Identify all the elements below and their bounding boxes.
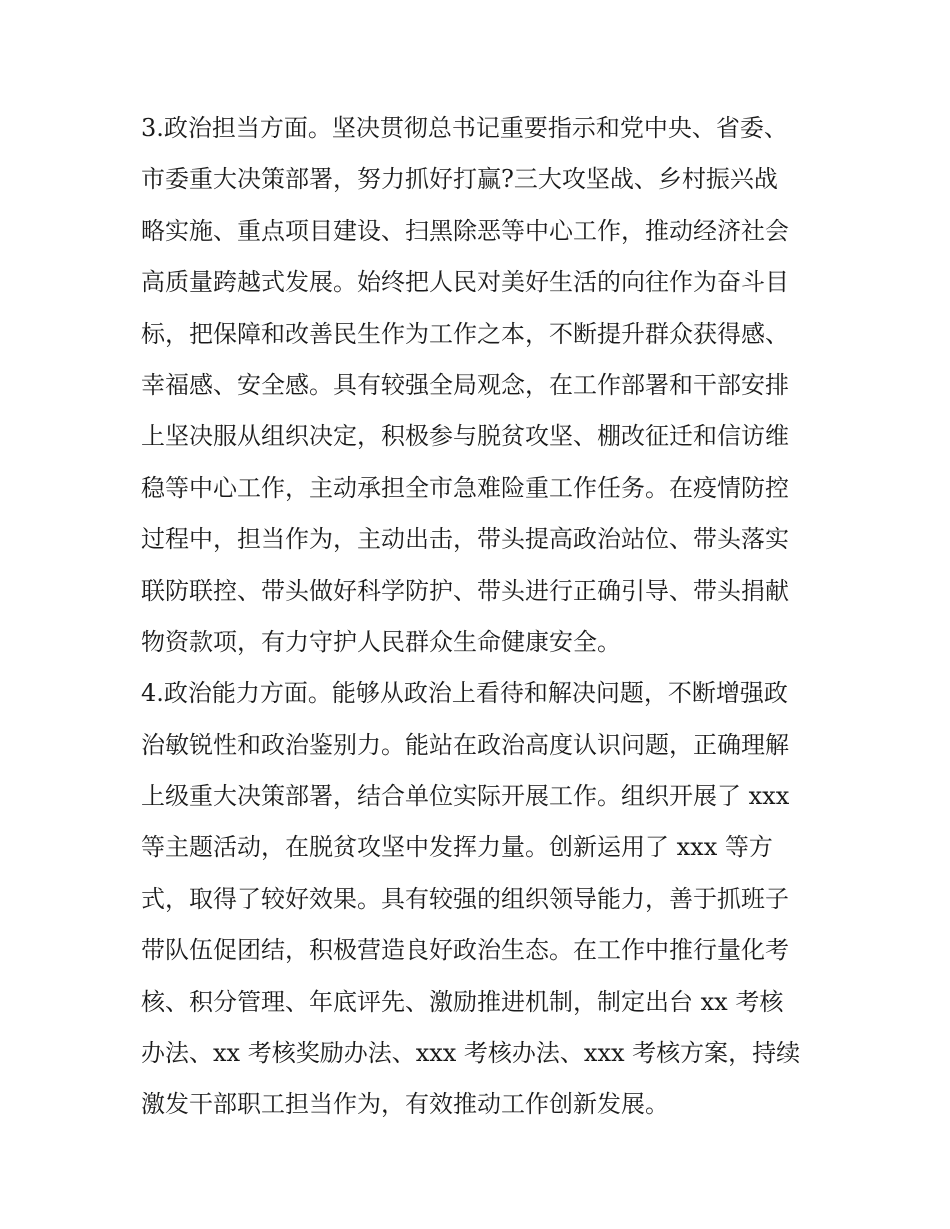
text-line: 稳等中心工作，主动承担全市急难险重工作任务。在疫情防控	[141, 473, 789, 502]
text-line: 上级重大决策部署，结合单位实际开展工作。组织开展了 xxx	[141, 782, 790, 811]
text-line: 等主题活动，在脱贫攻坚中发挥力量。创新运用了 xxx 等方	[141, 833, 773, 862]
text-line: 3.政治担当方面。坚决贯彻总书记重要指示和党中央、省委、	[141, 114, 788, 142]
text-line: 上坚决服从组织决定，积极参与脱贫攻坚、棚改征迁和信访维	[141, 422, 789, 451]
text-line: 式，取得了较好效果。具有较强的组织领导能力，善于抓班子	[141, 884, 789, 913]
text-line: 市委重大决策部署，努力抓好打赢?三大攻坚战、乡村振兴战	[141, 165, 778, 194]
paragraph-political-ability	[141, 668, 821, 1131]
paragraph-political-responsibility	[141, 103, 821, 668]
text-line: 略实施、重点项目建设、扫黑除恶等中心工作，推动经济社会	[141, 216, 789, 245]
text-line: 幸福感、安全感。具有较强全局观念，在工作部署和干部安排	[141, 370, 789, 399]
text-line: 过程中，担当作为，主动出击，带头提高政治站位、带头落实	[141, 525, 789, 554]
text-line: 核、积分管理、年底评先、激励推进机制，制定出台 xx 考核	[141, 987, 784, 1016]
text-line: 4.政治能力方面。能够从政治上看待和解决问题，不断增强政	[141, 679, 788, 708]
text-line: 带队伍促团结，积极营造良好政治生态。在工作中推行量化考	[141, 936, 789, 965]
text-line: 激发干部职工担当作为，有效推动工作创新发展。	[141, 1090, 669, 1119]
text-line: 联防联控、带头做好科学防护、带头进行正确引导、带头捐献	[141, 576, 789, 605]
text-line: 办法、xx 考核奖励办法、xxx 考核办法、xxx 考核方案，持续	[141, 1039, 801, 1068]
text-line: 标，把保障和改善民生作为工作之本，不断提升群众获得感、	[141, 319, 789, 348]
text-line: 治敏锐性和政治鉴别力。能站在政治高度认识问题，正确理解	[141, 730, 789, 759]
text-line: 物资款项，有力守护人民群众生命健康安全。	[141, 627, 621, 656]
document-body	[141, 103, 821, 1131]
text-line: 高质量跨越式发展。始终把人民对美好生活的向往作为奋斗目	[141, 268, 789, 297]
